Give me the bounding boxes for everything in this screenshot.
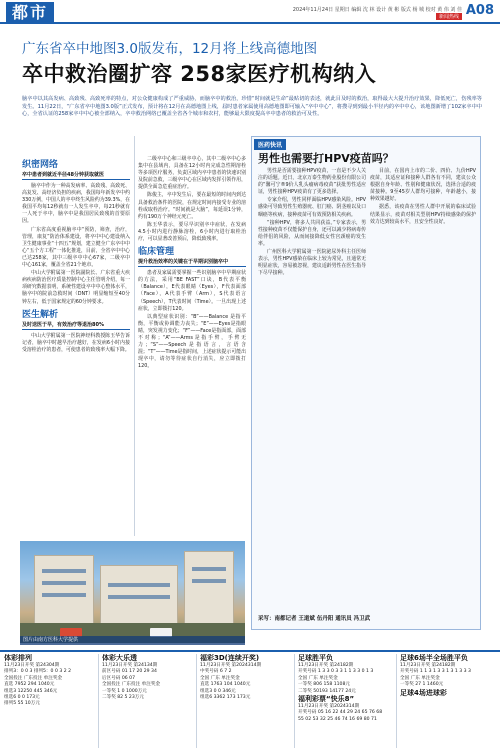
paragraph: 中山大学附属第一医院神经科教授陈玉华告诉记者，脑卒中时越早治疗越好，在发病6小时内接受溶栓治疗的患者，可使患者的致残率大幅下降。 — [22, 332, 130, 353]
lottery-title: 福利彩票“快乐8” — [298, 695, 355, 704]
lottery-line: 组选6 0 0 173元 — [4, 695, 40, 701]
paragraph: 据悉，该疫苗在男性人群中开展的临床试验结果显示，疫苗对相关型别HPV持续感染的保护效力达到较高水平，且安全性良好。 — [370, 204, 476, 225]
lottery-divider — [98, 654, 99, 748]
headline: 卒中救治圈扩容 258家医疗机构纳入 — [22, 62, 377, 86]
hotline-badge: 新闻热线 — [436, 13, 462, 20]
lottery-block — [200, 654, 292, 701]
lottery-line: 全国 广东 单注奖金 — [200, 675, 240, 681]
lottery-line: 一等奖 27 1 1460元 — [400, 682, 444, 688]
photo-caption: 图片由南方医科大学提供 — [20, 636, 245, 645]
lottery-block — [400, 654, 496, 698]
paragraph: 以典型症状识别：“B”——Balance 是指平衡，平衡或协调能力丧失；“E”——Eyes是指眼睛，突发视力变化；“F”——Face是指面部，面部不对称；“A”——Arms是指手臂，手臂无力；“S”——Speech是指语言，言语含混；“T”——Time是指时间，上述症状提示可能出现卒中，请勿等待症状自行消失，应立即拨打120。 — [138, 313, 246, 370]
lottery-line: 后区号码 06 07 — [102, 675, 135, 681]
paragraph: 广东省高度重视脑卒中“预防，筛查，治疗，管理，康复”防治体系建设，将卒中中心建设纳入卫生健康事业“十四五”规划，建立健全广东卒中中心“五个方工程”一体化推进，目前，全省卒中中心已达258家，其中三级卒中中心67家，二级卒中中心161家，覆盖全省21个地市。 — [22, 226, 130, 269]
column-rule — [134, 136, 135, 536]
lottery-title: 福彩3D(连续开奖) — [200, 654, 260, 662]
lottery-line: 全国 广东 单注奖金 — [400, 675, 440, 681]
kicker: 广东省卒中地图3.0版发布，12月将上线高德地图 — [22, 41, 318, 57]
paragraph: 广州医科大学附属第一医院泌尿外科主任医师表示，男性HPV感染在临床上较为常见，且通常无明显症状，容易被忽视，建议适龄男性在医生指导下尽早接种。 — [258, 249, 366, 277]
subdeck-clinical: 提升救治效率的关键在于早期识别脑卒中 — [138, 258, 246, 267]
lottery-line: 全国 广东 单注奖金 — [298, 675, 338, 681]
lottery-line: 11月23日开奖 第2024314期 — [298, 704, 360, 710]
subdeck-doctor: 及时送医于早，有效治疗等退治80% — [22, 321, 130, 330]
lottery-divider — [196, 654, 197, 748]
lottery-line: 开奖号码 1 3 3 0 3 3 1 1 3 3 0 1 3 — [298, 669, 374, 675]
article-column-middle — [138, 156, 246, 371]
lottery-block — [102, 654, 194, 701]
lottery-line: 排列5 55 10万元 — [4, 701, 40, 707]
paragraph: “接种HPV，将多人共同获益。”专家表示，男性接种疫苗不仅能保护自身，还可以减少将病毒传给伴侣的风险，从而间接降低女性宫颈癌的发生率。 — [258, 219, 366, 247]
lottery-title: 足球4场进球彩 — [400, 688, 447, 697]
sidebar-column-1 — [258, 168, 366, 278]
byline: 采写：南都记者 王道斌 伍丹阳 通讯员 冯卫武 — [258, 616, 371, 622]
section-name: 都市 — [6, 2, 54, 24]
lottery-line: 前区号码 01 17 20 29 34 — [102, 669, 157, 675]
lottery-divider — [294, 654, 295, 748]
lottery-line: 二等奖 82 5 23万元 — [102, 695, 144, 701]
lottery-line: 组选6 3362 173 173元 — [200, 695, 251, 701]
hospital-photo — [20, 541, 245, 643]
lottery-line: 55 02 53 32 25 46 74 16 69 80 71 — [298, 716, 377, 722]
sidebar-column-2 — [370, 168, 476, 227]
subhead-network: 织密网络 — [22, 160, 59, 170]
lottery-title: 体彩排列 — [4, 654, 32, 662]
lottery-title: 体彩大乐透 — [102, 654, 137, 662]
paragraph: 脑卒中作为一种高发病率、高致残、高致死、高复发、高经济负担的疾病，我国每年新发卒中约330万例，中国人的卒中终生风险约为39.3%，在我国平均每12秒就有一人发生卒中，每21秒就有一人死于卒中，脑卒中是我国居民致残的首要原因。 — [22, 183, 131, 225]
page-number: A08 — [465, 3, 494, 18]
paragraph: 陈玉华表示，要尽早识别卒中症状，在发病4.5小时内进行静脉溶栓，6小时内进行取栓治疗，可以显著改善预后，降低致残率。 — [138, 221, 246, 243]
subdeck-network: 卒中患者到就近半径48分钟获取就医 — [22, 171, 130, 180]
lottery-title: 足球6场半全场胜平负 — [400, 654, 468, 662]
lottery-divider — [396, 654, 397, 748]
lottery-line: 开奖号码 05 16 22 44 29 24 65 76 68 — [298, 710, 383, 716]
lottery-line: 二等奖 50193 14177 24元 — [298, 688, 356, 694]
paragraph: 患者及家属需要掌握一些识别脑卒中早期症状的方法，采用“BE FAST”口诀，B代表平衡（Balance），E代表眼睛（Eyes），F代表面部（Face），A代表手臂（Arm），S代表语言（Speech），T代表时间（Time）。一旦出现上述症状，立即拨打120。 — [138, 270, 246, 312]
lottery-line: 11月23日开奖 第2024314期 — [200, 663, 262, 668]
paragraph: 目前，在国内上市的二价、四价、九价HPV疫苗，其适应证和接种人群各有不同，建议公众根据自身年龄、性别和健康状况，选择合适的疫苗接种。9至45岁人群均可接种，年龄越小，接种效果越好。 — [370, 168, 476, 203]
lottery-line: 全国投注 广东投注 单注奖金 — [102, 682, 161, 688]
sidebar-flag: 医药快讯 — [254, 139, 286, 150]
lottery-block — [4, 654, 96, 708]
lottery-line: 直选 7952 294 1040元 — [4, 682, 55, 688]
paragraph: 专家介绍，男性同样面临HPV感染风险。HPV感染可导致男性生殖器疣、肛门癌、阴茎癌以及口咽癌等疾病，接种疫苗可有效预防相关疾病。 — [258, 197, 366, 218]
lottery-line: 一等奖 1 0 1000万元 — [102, 688, 147, 694]
lead-paragraph: 脑卒中以其高发病、高致残、高致死率的特点，对公众健康构成了严重威胁，而脑卒中的救治，珍惜“时间就是生命”最贴切的表述，就此目及时的救治，取得最大大提升治疗效果，降低死亡，伤残率等发生。11月22日，“广东省卒中地图3.0版”正式发布，预计将在12月在高德地图上线，届时患者家属使用高德地图即可输入“卒中中心”，将搜寻到到最小半径内的卒中中心，该地图新增了102家卒中中心，全省认证的258家卒中中心被全部纳入，卒中救治网络已覆盖全省各个城市和农村，能够最大限度提高卒中患者的救治可及性。 — [22, 96, 482, 118]
subhead-clinical: 临床管理 — [138, 247, 175, 258]
article-column-left — [22, 156, 130, 355]
lottery-block — [298, 654, 394, 723]
subhead-doctor: 医生解析 — [22, 309, 59, 320]
lottery-line: 直选 1763 104 1040元 — [200, 682, 251, 688]
lottery-line: 中奖号码 6 7 2 — [200, 669, 232, 675]
lottery-line: 排列3：0 0 3 排列5：0 0 3 2 2 — [4, 669, 72, 675]
date-line: 2024年11月24日 星期日 编辑 沈 林 设计 黄 彬 版式 杨 城 校对 黄 伟 刘 佳 — [292, 7, 462, 13]
paragraph: 二级卒中心和三级卒中心，其中二级卒中心多集中在县域内，具备在12小时内完成急性期溶栓等多项医疗服务，负责区域内卒中患者的快速识别及院前急救，三级卒中心在区域内发挥引领作用，提供全面急危重症治疗。 — [138, 156, 246, 191]
lottery-line: 组选3 0 0 346元 — [200, 688, 236, 694]
lottery-line: 全国投注 广东投注 单注奖金 — [4, 675, 63, 681]
lottery-title: 足球胜平负 — [298, 654, 333, 662]
paragraph: 陈俊主，卒中发生后，要在最短的时间内到达具备救治条件的医院，在规定时间内接受专业的溶栓或取栓治疗。“时间就是大脑”，每延误1分钟，约有190万个神经元死亡。 — [138, 192, 246, 220]
lottery-line: 开奖号码 1 1 3 1 3 3 1 3 1 3 3 3 — [400, 669, 471, 675]
lottery-line: 11月23日开奖 第24304期 — [4, 663, 60, 668]
paragraph: 男性是否需要接种HPV疫苗，一直是不少人关注的话题。近日，北京万泰生物药业股份有限公司的“馨可宁®9价人乳头瘤病毒疫苗”获批男性适应证，男性接种HPV疫苗有了更多选择。 — [258, 168, 366, 196]
masthead — [0, 0, 500, 24]
sidebar-title: 男性也需要打HPV疫苗吗？ — [258, 152, 394, 165]
lottery-line: 组选3 12250 445 346元 — [4, 688, 58, 694]
paragraph: 中山大学附属第一医院副院长、广东省重大疾病疾病防治医疗质量控制中心主任管明介绍，每一项研究数据表明，系统性建设卒中中心整体水平，脑卒中的院前急救时间（DNT）明显缩短至40分钟左右，低于国家规定的60分钟要求。 — [22, 270, 130, 305]
lottery-line: 一等奖 806 158 1108元 — [298, 682, 350, 688]
lottery-line: 11月23日开奖 第24134期 — [102, 663, 158, 668]
lottery-line: 11月23日开奖 第24182期 — [298, 663, 354, 668]
lottery-line: 11月23日开奖 第24182期 — [400, 663, 456, 668]
